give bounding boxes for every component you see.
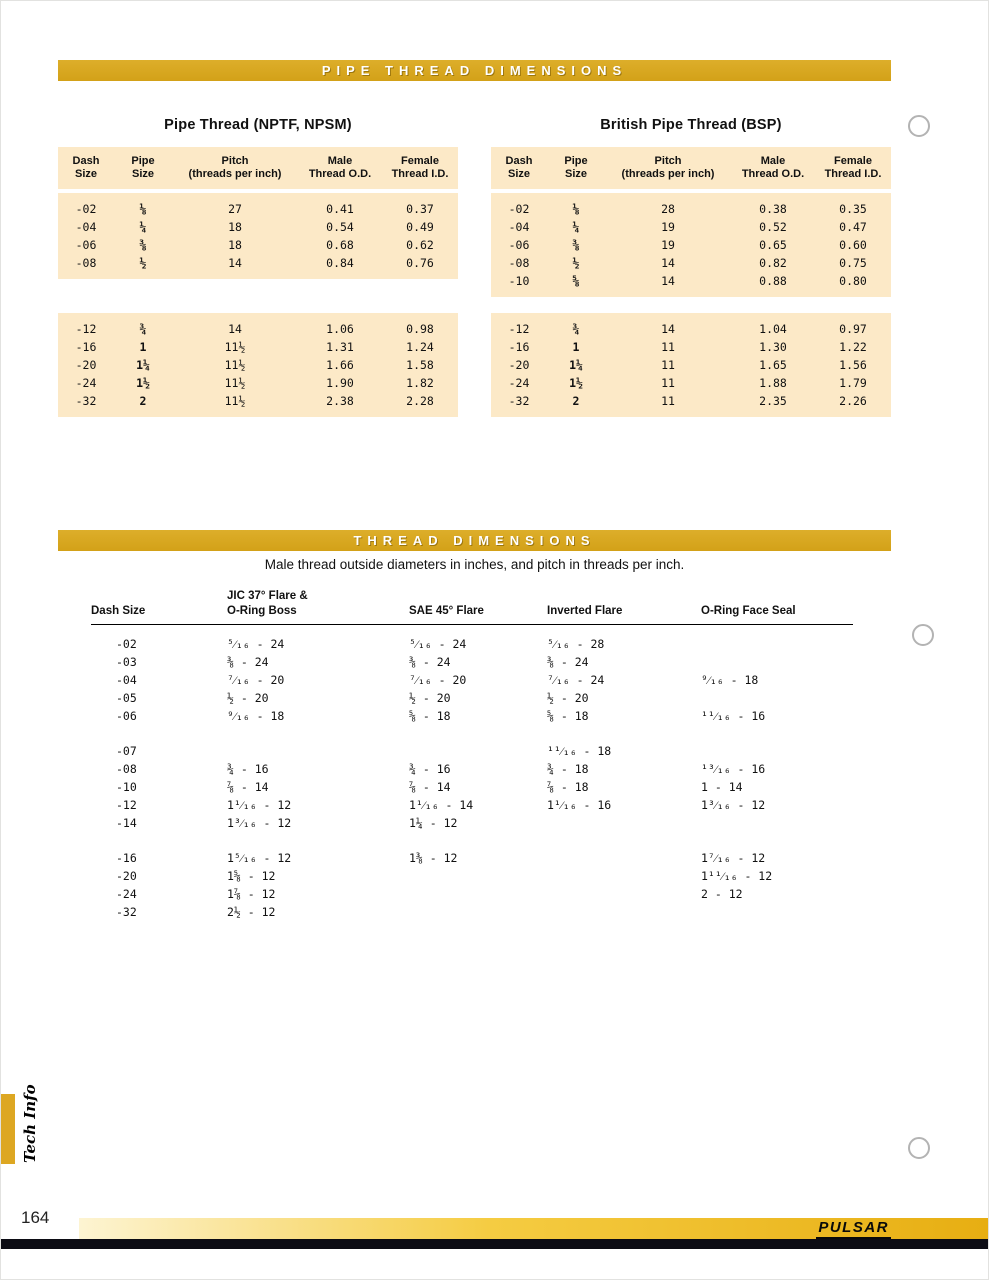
table-cell: -32: [116, 905, 137, 919]
table-cell: ⁷⁄₁₆ - 20: [227, 673, 285, 687]
table-cell: 1.22: [839, 340, 867, 354]
column-header-line: Size: [74, 168, 97, 180]
table-header-row: [491, 147, 891, 189]
footer-gold-bar: [79, 1218, 989, 1239]
table-cell: 0.75: [839, 256, 867, 270]
column-header-line: O-Ring Face Seal: [701, 605, 796, 617]
table-cell: 1⁷⁄₁₆ - 12: [701, 851, 766, 865]
table-cell: 11½: [224, 340, 246, 354]
column-header: [409, 589, 547, 619]
table-cell: -02: [116, 637, 137, 651]
table-header-row: [58, 147, 458, 189]
table-cell: [227, 742, 409, 760]
table-cell: 0.65: [759, 238, 787, 252]
column-header-line: Female: [401, 155, 439, 167]
table-cell: -20: [75, 358, 97, 372]
table-cell: -04: [75, 220, 97, 234]
table-cell: 0.52: [759, 220, 787, 234]
table-cell: -10: [508, 274, 530, 288]
table-cell: 1.06: [326, 322, 354, 336]
table-cell: 0.88: [759, 274, 787, 288]
table-cell: 1.30: [759, 340, 787, 354]
table-cell: ¾ - 16: [227, 762, 269, 776]
table-cell: 11½: [224, 376, 246, 390]
table-cell: ⅝ - 18: [409, 709, 451, 723]
table-row-group: [91, 742, 853, 832]
table-cell: ¾: [139, 322, 147, 336]
column-header-line: Inverted Flare: [547, 605, 623, 617]
table-cell: -06: [116, 709, 137, 723]
table-cell: ½: [572, 256, 580, 270]
table-cell: 0.76: [406, 256, 434, 270]
binder-hole-icon: [912, 624, 934, 646]
table-cell: 1¹⁄₁₆ - 12: [227, 798, 292, 812]
table-cell: ⁹⁄₁₆ - 18: [701, 673, 759, 687]
table-cell: 0.97: [839, 322, 867, 336]
pulsar-brand-logo: PULSAR: [816, 1219, 891, 1239]
table-cell: [701, 903, 853, 921]
table-cell: ¹¹⁄₁₆ - 18: [547, 744, 612, 758]
table-cell: [701, 635, 853, 653]
table-cell: [547, 885, 701, 903]
table-cell: 2: [572, 394, 580, 408]
table-cell: [701, 814, 853, 832]
table-cell: ⁵⁄₁₆ - 24: [409, 637, 467, 651]
table-cell: 2½ - 12: [227, 905, 276, 919]
column-header: [227, 589, 409, 619]
table-cell: 2.35: [759, 394, 787, 408]
table-cell: ⅜: [139, 238, 147, 252]
table-cell: 18: [228, 238, 242, 252]
thread-dimensions-banner: [58, 530, 891, 551]
table-cell: ⅞ - 14: [227, 780, 269, 794]
table-cell: 19: [661, 220, 675, 234]
table-cell: 0.37: [406, 202, 434, 216]
footer-black-bar: [1, 1239, 989, 1249]
table-row-group: [91, 635, 853, 725]
column-header-line: SAE 45° Flare: [409, 605, 484, 617]
column-header-line: Size: [564, 168, 587, 180]
table-cell: ⅜ - 24: [547, 655, 589, 669]
column-header: [491, 155, 547, 181]
table-cell: [547, 814, 701, 832]
table-cell: -24: [75, 376, 97, 390]
table-cell: 0.98: [406, 322, 434, 336]
table-cell: 0.35: [839, 202, 867, 216]
table-cell: -07: [116, 744, 137, 758]
table-cell: ⁵⁄₁₆ - 24: [227, 637, 285, 651]
column-header: [58, 155, 114, 181]
table-cell: 11: [661, 394, 675, 408]
table-cell: 1¼ - 12: [409, 816, 458, 830]
binder-hole-icon: [908, 115, 930, 137]
table-cell: -03: [116, 655, 137, 669]
table-cell: ⅛: [572, 202, 580, 216]
table-cell: ⅝: [572, 274, 580, 288]
thread-dimensions-banner-title: THREAD DIMENSIONS: [353, 533, 596, 548]
table-cell: -04: [116, 673, 137, 687]
table-cell: -16: [75, 340, 97, 354]
table-cell: 1.90: [326, 376, 354, 390]
bsp-table-title: British Pipe Thread (BSP): [600, 117, 782, 133]
column-header: [91, 589, 227, 619]
table-cell: [547, 903, 701, 921]
table-cell: [409, 742, 547, 760]
column-header: [605, 155, 731, 181]
table-cell: 0.41: [326, 202, 354, 216]
pipe-thread-dimensions-banner-title: PIPE THREAD DIMENSIONS: [321, 63, 628, 78]
table-cell: 14: [228, 322, 242, 336]
table-cell: 0.62: [406, 238, 434, 252]
table-cell: ⅜ - 24: [409, 655, 451, 669]
table-cell: 1: [139, 340, 147, 354]
table-cell: ¾ - 16: [409, 762, 451, 776]
pipe-thread-dimensions-banner: [58, 60, 891, 81]
column-header-line: Male: [760, 155, 786, 167]
table-cell: 1.31: [326, 340, 354, 354]
table-row-group: [491, 313, 891, 417]
column-header-line: Thread O.D.: [741, 168, 805, 180]
table-cell: -12: [116, 798, 137, 812]
column-header-line: Female: [834, 155, 872, 167]
table-cell: 0.60: [839, 238, 867, 252]
table-cell: 0.68: [326, 238, 354, 252]
table-cell: [701, 689, 853, 707]
table-cell: [701, 653, 853, 671]
table-cell: ½ - 20: [547, 691, 589, 705]
column-header-line: Thread I.D.: [824, 168, 882, 180]
table-cell: 0.47: [839, 220, 867, 234]
table-cell: 1.24: [406, 340, 434, 354]
table-cell: -20: [116, 869, 137, 883]
table-cell: -12: [508, 322, 530, 336]
table-cell: ⅜ - 24: [227, 655, 269, 669]
table-cell: 1.56: [839, 358, 867, 372]
column-header-line: Pipe: [131, 155, 155, 167]
table-cell: [701, 742, 853, 760]
table-cell: [547, 849, 701, 867]
table-cell: 14: [661, 256, 675, 270]
table-cell: ⁷⁄₁₆ - 24: [547, 673, 605, 687]
table-cell: 2.38: [326, 394, 354, 408]
table-cell: 1¹⁄₁₆ - 16: [547, 798, 612, 812]
table-cell: 1⅝ - 12: [227, 869, 276, 883]
tech-info-tab-label: Tech Info: [21, 1084, 39, 1163]
table-cell: 11: [661, 340, 675, 354]
table-cell: ⅞ - 14: [409, 780, 451, 794]
table-cell: [409, 885, 547, 903]
column-header: [815, 155, 891, 181]
table-cell: 0.38: [759, 202, 787, 216]
column-header: [114, 155, 172, 181]
table-cell: -05: [116, 691, 137, 705]
table-cell: 1⅞ - 12: [227, 887, 276, 901]
table-cell: 2: [139, 394, 147, 408]
table-cell: -08: [116, 762, 137, 776]
table-row-group: [91, 849, 853, 921]
table-cell: 1⅜ - 12: [409, 851, 458, 865]
table-cell: -04: [508, 220, 530, 234]
table-cell: ¾ - 18: [547, 762, 589, 776]
table-cell: -08: [508, 256, 530, 270]
table-cell: 1⁵⁄₁₆ - 12: [227, 851, 292, 865]
table-cell: 19: [661, 238, 675, 252]
table-cell: 2 - 12: [701, 887, 743, 901]
column-header-line: Pitch: [221, 155, 249, 167]
table-cell: -08: [75, 256, 97, 270]
column-header: [172, 155, 298, 181]
thread-dimensions-table: [91, 589, 853, 921]
table-cell: 11: [661, 376, 675, 390]
table-cell: 28: [661, 202, 675, 216]
table-cell: -20: [508, 358, 530, 372]
table-cell: ¾: [572, 322, 580, 336]
table-cell: ⅛: [139, 202, 147, 216]
table-cell: [409, 867, 547, 885]
pipe-thread-table-bsp: [491, 147, 891, 417]
table-cell: -32: [75, 394, 97, 408]
table-cell: ¹³⁄₁₆ - 16: [701, 762, 766, 776]
column-header-line: Thread I.D.: [391, 168, 449, 180]
table-cell: -12: [75, 322, 97, 336]
table-cell: ½ - 20: [227, 691, 269, 705]
table-cell: 1: [572, 340, 580, 354]
column-header-line: Thread O.D.: [308, 168, 372, 180]
table-cell: ⁹⁄₁₆ - 18: [227, 709, 285, 723]
column-header-line: Size: [507, 168, 530, 180]
table-cell: 1.04: [759, 322, 787, 336]
column-header-line: Size: [131, 168, 154, 180]
binder-hole-icon: [908, 1137, 930, 1159]
table-cell: 0.80: [839, 274, 867, 288]
table-cell: 1.65: [759, 358, 787, 372]
table-cell: 11: [661, 358, 675, 372]
table-cell: -02: [508, 202, 530, 216]
table-cell: ⁵⁄₁₆ - 28: [547, 637, 605, 651]
column-header-line: JIC 37° Flare &: [227, 590, 308, 602]
table-cell: 0.82: [759, 256, 787, 270]
table-cell: 1¼: [569, 358, 583, 372]
table-row-group: [58, 313, 458, 417]
table-cell: 1.66: [326, 358, 354, 372]
column-header: [731, 155, 815, 181]
table-cell: -02: [75, 202, 97, 216]
table-cell: 27: [228, 202, 242, 216]
table-cell: 14: [661, 322, 675, 336]
table-cell: 1¼: [136, 358, 150, 372]
tech-info-tab-marker: [1, 1094, 15, 1164]
table-header-row: [91, 589, 853, 625]
column-header: [547, 589, 701, 619]
table-cell: 1½: [569, 376, 583, 390]
table-cell: 1³⁄₁₆ - 12: [227, 816, 292, 830]
column-header: [382, 155, 458, 181]
column-header-line: (threads per inch): [621, 168, 715, 180]
table-cell: 18: [228, 220, 242, 234]
table-cell: -16: [116, 851, 137, 865]
table-cell: -06: [75, 238, 97, 252]
table-cell: 1¹¹⁄₁₆ - 12: [701, 869, 773, 883]
table-cell: 1.88: [759, 376, 787, 390]
column-header: [701, 589, 853, 619]
table-row-group: [491, 193, 891, 297]
table-cell: 11½: [224, 358, 246, 372]
table-cell: ¼: [572, 220, 580, 234]
table-cell: 1.58: [406, 358, 434, 372]
pipe-thread-table-nptf: [58, 147, 458, 417]
table-cell: ¹¹⁄₁₆ - 16: [701, 709, 766, 723]
column-header-line: (threads per inch): [188, 168, 282, 180]
table-cell: ⅜: [572, 238, 580, 252]
table-cell: -24: [116, 887, 137, 901]
table-cell: 2.28: [406, 394, 434, 408]
table-cell: [409, 903, 547, 921]
table-cell: 14: [661, 274, 675, 288]
table-cell: 11½: [224, 394, 246, 408]
table-cell: -06: [508, 238, 530, 252]
nptf-table-title: Pipe Thread (NPTF, NPSM): [164, 117, 352, 133]
table-cell: ⁷⁄₁₆ - 20: [409, 673, 467, 687]
table-row-group: [58, 193, 458, 279]
table-cell: -32: [508, 394, 530, 408]
column-header: [298, 155, 382, 181]
table-cell: -10: [116, 780, 137, 794]
table-cell: 1½: [136, 376, 150, 390]
table-cell: 1¹⁄₁₆ - 14: [409, 798, 474, 812]
table-cell: -16: [508, 340, 530, 354]
table-cell: 0.49: [406, 220, 434, 234]
table-cell: -24: [508, 376, 530, 390]
table-cell: 1.79: [839, 376, 867, 390]
table-cell: 1.82: [406, 376, 434, 390]
table-cell: 2.26: [839, 394, 867, 408]
table-cell: ½ - 20: [409, 691, 451, 705]
column-header-line: Dash: [505, 155, 533, 167]
table-cell: ¼: [139, 220, 147, 234]
table-cell: 1 - 14: [701, 780, 743, 794]
thread-dimensions-subtitle: Male thread outside diameters in inches, and pitch in threads per inch.: [264, 557, 685, 572]
column-header-line: Dash Size: [91, 605, 146, 617]
table-cell: 14: [228, 256, 242, 270]
column-header: [547, 155, 605, 181]
column-header-line: Dash: [72, 155, 100, 167]
table-cell: ⅞ - 18: [547, 780, 589, 794]
column-header-line: Male: [327, 155, 353, 167]
table-cell: 0.54: [326, 220, 354, 234]
table-cell: -14: [116, 816, 137, 830]
table-cell: ⅝ - 18: [547, 709, 589, 723]
column-header-line: O-Ring Boss: [227, 605, 297, 617]
column-header-line: Pipe: [564, 155, 588, 167]
column-header-line: Pitch: [654, 155, 682, 167]
page-number: 164: [21, 1208, 50, 1227]
table-cell: ½: [139, 256, 147, 270]
table-cell: 1³⁄₁₆ - 12: [701, 798, 766, 812]
table-cell: 0.84: [326, 256, 354, 270]
table-cell: [547, 867, 701, 885]
